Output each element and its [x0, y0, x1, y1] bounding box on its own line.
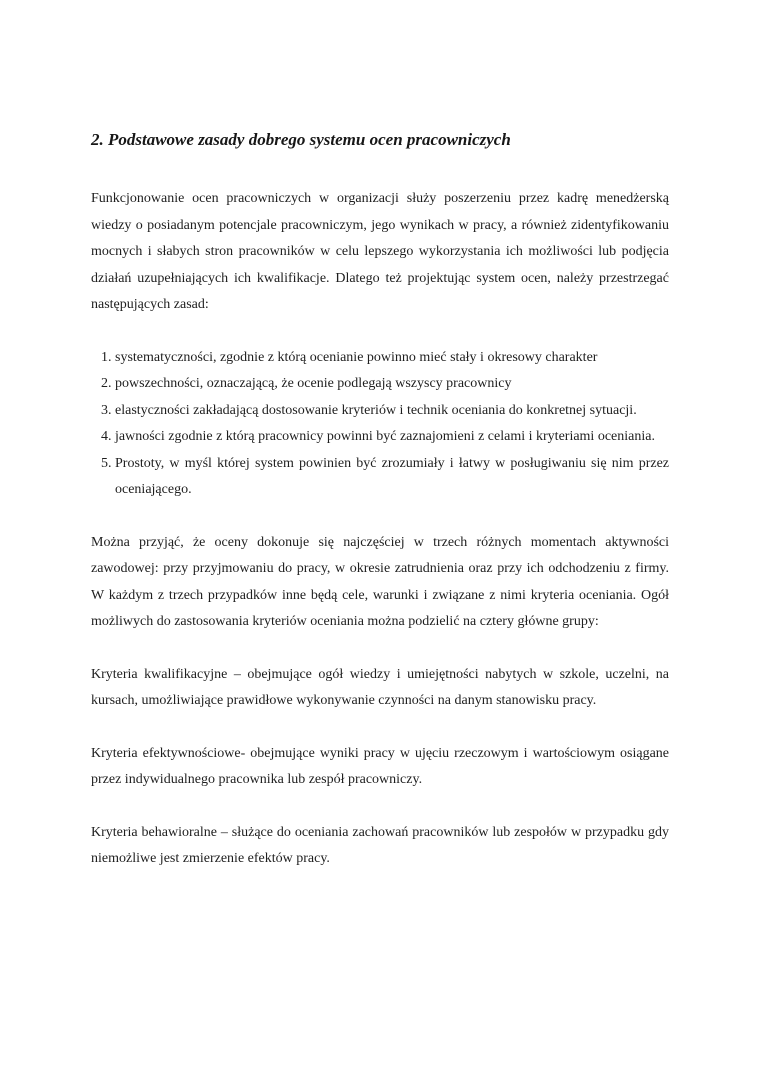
intro-paragraph: Funkcjonowanie ocen pracowniczych w organizacji służy poszerzeniu przez kadrę menedżerską wiedzy o posiadanym potencjale pracowniczym, jego wynikach w pracy, a również zidentyfikowaniu mocnych i słabych stron pracowników w celu lepszego wykorzystania ich możliwości lub podjęcia działań uzupełniających ich kwalifikacje. Dlatego też projektując system ocen, należy przestrzegać następujących zasad: [91, 191, 669, 312]
criteria-effectiveness-paragraph: Kryteria efektywnościowe- obejmujące wyniki pracy w ujęciu rzeczowym i wartościowym osiągane przez indywidualnego pracownika lub zespół pracowniczy. [91, 745, 669, 787]
list-item-prostoty: 5. Prostoty, w myśl której system powinien być zrozumiały i łatwy w posługiwaniu się nim przez oceniającego. [115, 451, 669, 504]
criteria-qualification-paragraph: Kryteria kwalifikacyjne – obejmujące ogół wiedzy i umiejętności nabytych w szkole, uczelni, na kursach, umożliwiające prawidłowe wykonywanie czynności na danym stanowisku pracy. [91, 666, 669, 708]
criteria-behavioral-paragraph: Kryteria behawioralne – służące do oceniania zachowań pracowników lub zespołów w przypadku gdy niemożliwe jest zmierzenie efektów pracy. [91, 824, 669, 866]
section-heading: 2. Podstawowe zasady dobrego systemu ocen pracowniczych [91, 130, 511, 149]
list-item-powszechnosci: 2. powszechności, oznaczającą, że ocenie podlegają wszyscy pracownicy [115, 371, 669, 398]
principles-list [91, 345, 669, 504]
list-item-jawnosci: 4. jawności zgodnie z którą pracownicy powinni być zaznajomieni z celami i kryteriami oceniania. [115, 424, 669, 451]
list-item-elastycznosci: 3. elastyczności zakładającą dostosowanie kryteriów i technik oceniania do konkretnej sytuacji. [115, 398, 669, 425]
moments-paragraph: Można przyjąć, że oceny dokonuje się najczęściej w trzech różnych momentach aktywności zawodowej: przy przyjmowaniu do pracy, w okresie zatrudnienia oraz przy ich odchodzeniu z firmy. W każdym z trzech przypadków inne będą cele, warunki i związane z nimi kryteria oceniania. Ogół możliwych do zastosowania kryteriów oceniania można podzielić na cztery główne grupy: [91, 534, 669, 629]
list-item-systematycznosci: 1. systematyczności, zgodnie z którą ocenianie powinno mieć stały i okresowy charakter [115, 345, 669, 372]
